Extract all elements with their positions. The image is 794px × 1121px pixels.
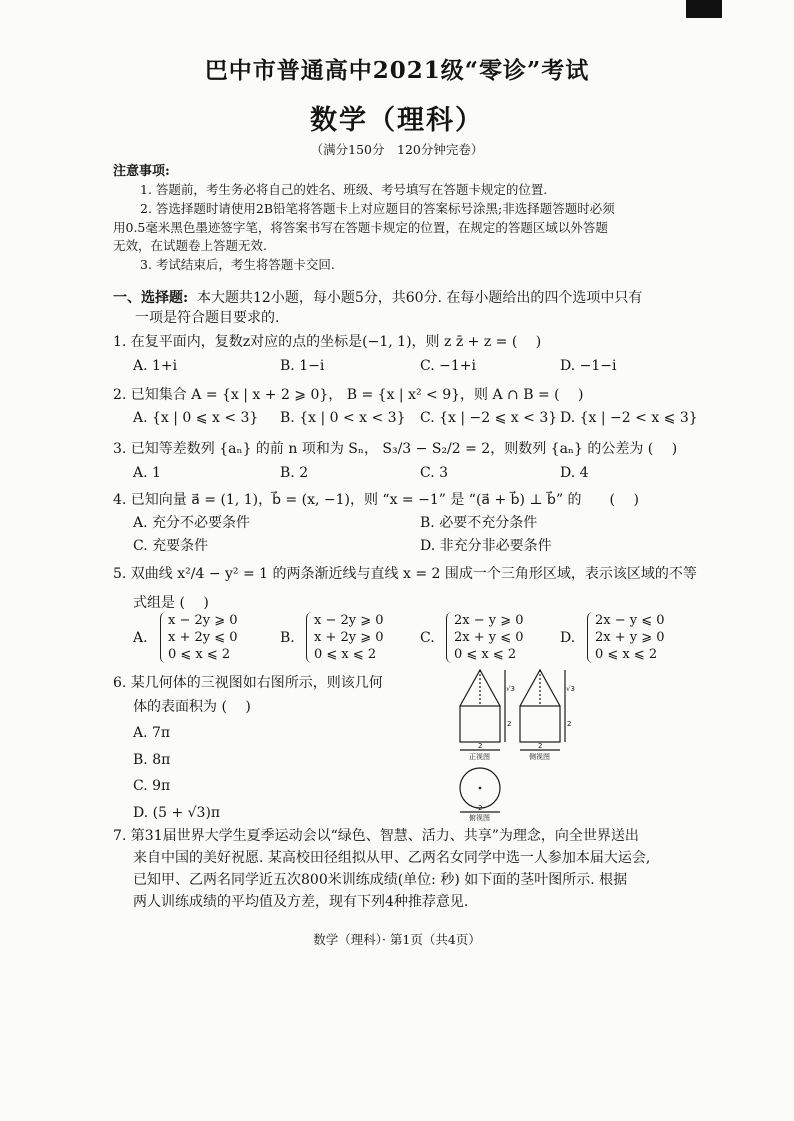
scan-corner-mark [686, 0, 722, 18]
question-1-option-b: B. 1−i [280, 358, 325, 374]
question-6-stem: 6. 某几何体的三视图如右图所示，则该几何 [113, 675, 383, 691]
top-view-label: 俯视图 [469, 814, 490, 822]
question-4-option-b: B. 必要不充分条件 [420, 515, 538, 531]
side-view-body [520, 706, 560, 742]
question-6-stem: 体的表面积为 ( ) [133, 699, 251, 715]
question-2-option-c: C. {x | −2 ⩽ x < 3} [420, 410, 558, 426]
question-5-stem: 5. 双曲线 x²/4 − y² = 1 的两条渐近线与直线 x = 2 围成一个三角形区域，表示该区域的不等 [113, 566, 697, 582]
question-6-option-b: B. 8π [133, 752, 171, 768]
note-line: 无效，在试题卷上答题无效. [113, 238, 267, 253]
question-5-option-b-system: x − 2y ⩾ 0 x + 2y ⩾ 0 0 ⩽ x ⩽ 2 [306, 612, 384, 663]
question-5-option-d-label: D. [560, 630, 576, 646]
front-dim-2: 2 [507, 720, 512, 728]
question-6-option-d: D. (5 + √3)π [133, 805, 221, 821]
front-dim-sqrt3: √3 [506, 685, 515, 693]
question-4-option-c: C. 充要条件 [133, 538, 209, 554]
section-description: 一项是符合题目要求的. [135, 310, 280, 326]
question-3-option-b: B. 2 [280, 465, 309, 481]
question-5-option-c-system: 2x − y ⩾ 0 2x + y ⩽ 0 0 ⩽ x ⩽ 2 [446, 612, 524, 663]
question-5-option-a-label: A. [133, 630, 148, 646]
side-view-label: 侧视图 [529, 753, 550, 761]
question-1-option-d: D. −1−i [560, 358, 617, 374]
question-3-option-a: A. 1 [133, 465, 161, 481]
notes-heading: 注意事项: [113, 164, 170, 179]
question-2-option-d: D. {x | −2 < x ⩽ 3} [560, 410, 698, 426]
front-view-label: 正视图 [469, 753, 490, 761]
question-5-option-a-system: x − 2y ⩾ 0 x + 2y ⩽ 0 0 ⩽ x ⩽ 2 [160, 612, 238, 663]
page-footer: 数学（理科）· 第1页（共4页） [313, 932, 481, 947]
question-7-text: 7. 第31届世界大学生夏季运动会以“绿色、智慧、活力、共享”为理念，向全世界送出 [113, 828, 639, 844]
question-4-stem: 4. 已知向量 a⃗ = (1, 1)，b⃗ = (x, −1)，则 “x = −1” 是 “(a⃗ + b⃗) ⊥ b⃗” 的 ( ) [113, 492, 639, 508]
side-dim-2: 2 [567, 720, 572, 728]
question-2-stem: 2. 已知集合 A = {x | x + 2 ⩾ 0}， B = {x | x² < 9}，则 A ∩ B = ( ) [113, 387, 584, 403]
question-3-option-c: C. 3 [420, 465, 449, 481]
note-line: 用0.5毫米黑色墨迹签字笔，将答案书写在答题卡规定的位置，在规定的答题区域以外答题 [113, 220, 608, 235]
front-view-body [460, 706, 500, 742]
question-7-text: 两人训练成绩的平均值及方差，现有下列4种推荐意见. [133, 894, 469, 910]
note-line: 2. 答选择题时请使用2B铅笔将答题卡上对应题目的答案标号涂黑;非选择题答题时必须 [140, 201, 615, 216]
question-4-option-a: A. 充分不必要条件 [133, 515, 251, 531]
exam-subject: 数学（理科） [310, 105, 484, 136]
question-5-stem: 式组是 ( ) [133, 595, 209, 611]
question-7-text: 已知甲、乙两名同学近五次800米训练成绩(单位: 秒) 如下面的茎叶图所示. 根据 [133, 872, 628, 888]
question-7-text: 来自中国的美好祝愿. 某高校田径组拟从甲、乙两名女同学中选一人参加本届大运会, [133, 850, 651, 866]
exam-title: 巴中市普通高中2021级“零诊”考试 [204, 57, 590, 84]
question-2-option-b: B. {x | 0 < x < 3} [280, 410, 406, 426]
side-dim-sqrt3: √3 [566, 685, 575, 693]
three-view-figure [450, 662, 580, 822]
front-width-dim: 2 [478, 742, 483, 750]
question-3-stem: 3. 已知等差数列 {aₙ} 的前 n 项和为 Sₙ， S₃/3 − S₂/2 = 2，则数列 {aₙ} 的公差为 ( ) [113, 441, 678, 457]
question-5-option-b-label: B. [280, 630, 295, 646]
note-line: 1. 答题前，考生务必将自己的姓名、班级、考号填写在答题卡规定的位置. [140, 182, 548, 197]
top-width-dim: 2 [478, 804, 483, 812]
question-2-option-a: A. {x | 0 ⩽ x < 3} [133, 410, 259, 426]
section-description: 本大题共12小题，每小题5分，共60分. 在每小题给出的四个选项中只有 [197, 290, 643, 306]
question-6-option-a: A. 7π [133, 725, 171, 741]
note-line: 3. 考试结束后，考生将答题卡交回. [140, 257, 335, 272]
score-info: （满分150分 120分钟完卷） [310, 142, 484, 157]
question-1-option-a: A. 1+i [133, 358, 178, 374]
question-4-option-d: D. 非充分非必要条件 [420, 538, 552, 554]
question-6-option-c: C. 9π [133, 778, 171, 794]
side-width-dim: 2 [538, 742, 543, 750]
section-heading: 一、选择题: [113, 290, 189, 306]
question-1-stem: 1. 在复平面内，复数z对应的点的坐标是(−1, 1)，则 z z̄ + z = ( ) [113, 334, 542, 350]
question-1-option-c: C. −1+i [420, 358, 476, 374]
question-5-option-c-label: C. [420, 630, 435, 646]
question-5-option-d-system: 2x − y ⩽ 0 2x + y ⩾ 0 0 ⩽ x ⩽ 2 [587, 612, 665, 663]
question-3-option-d: D. 4 [560, 465, 589, 481]
